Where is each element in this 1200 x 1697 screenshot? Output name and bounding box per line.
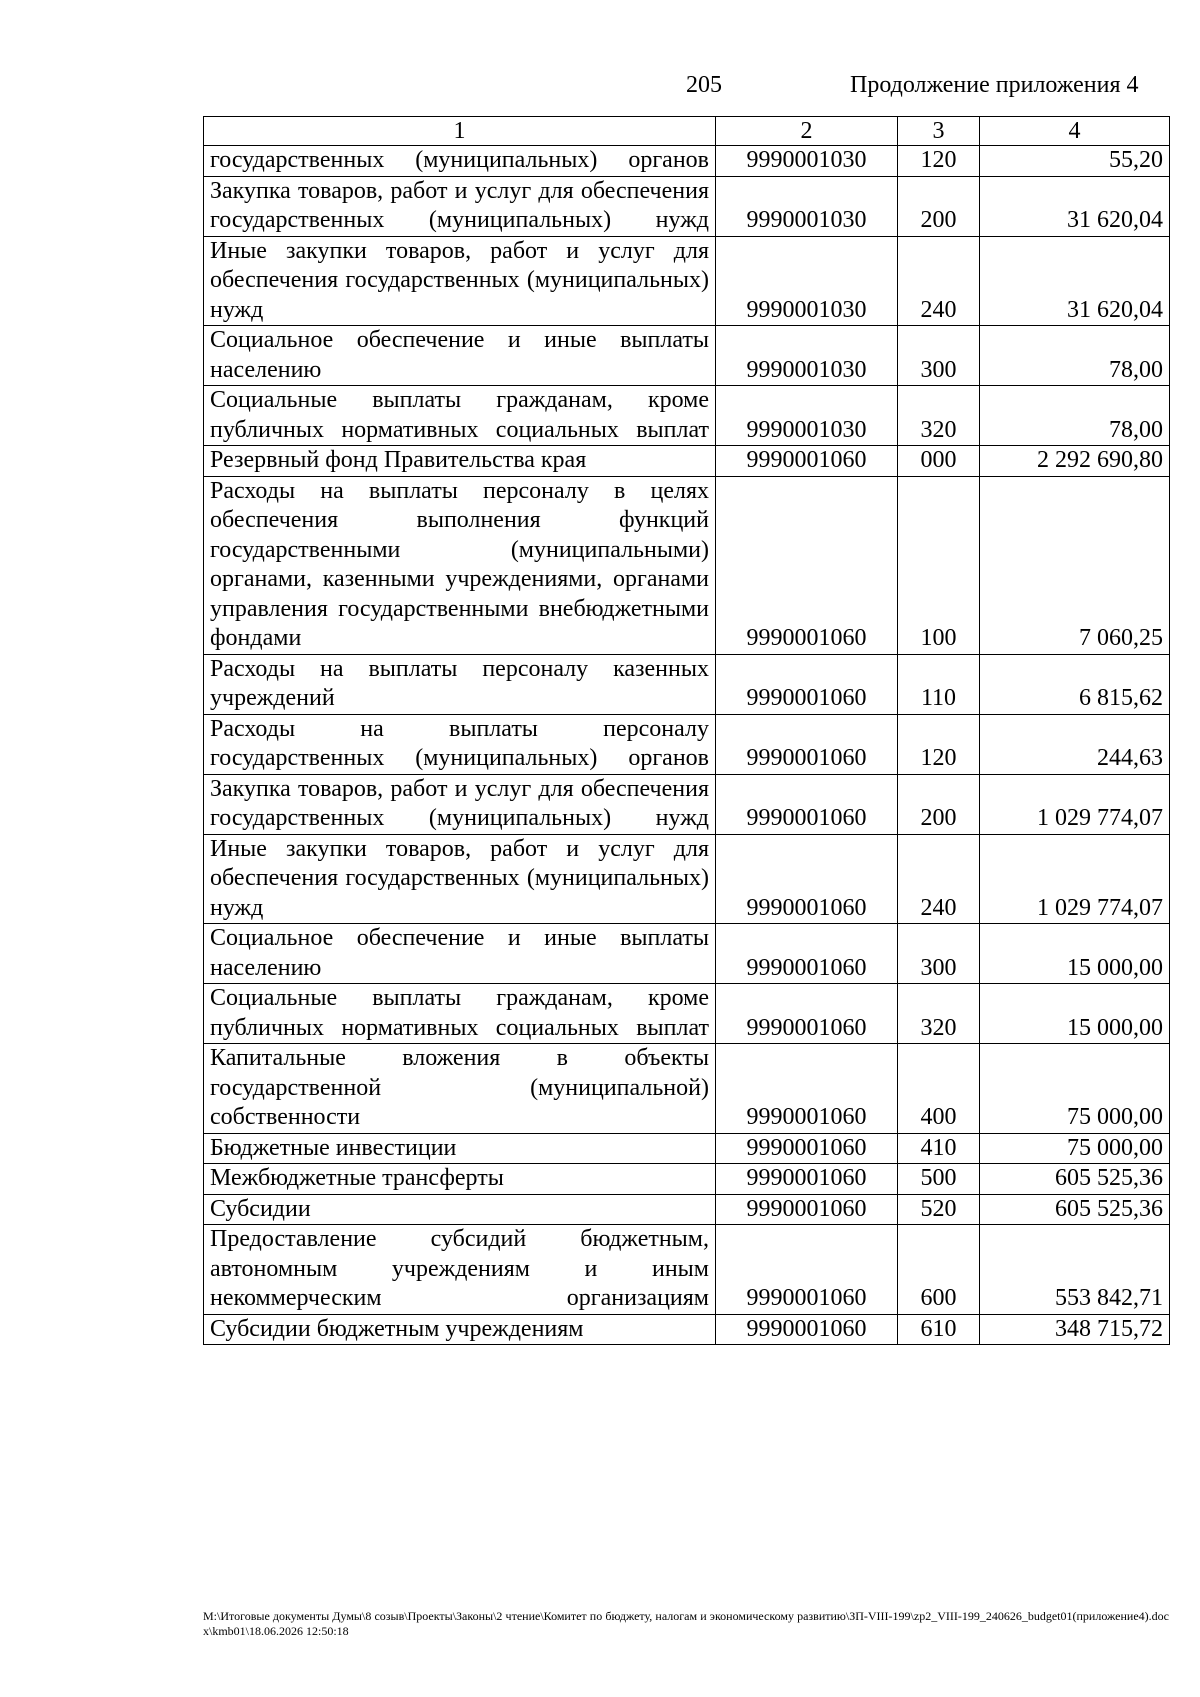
- table-row: [204, 476, 1170, 654]
- row-target-code: 9990001060: [716, 1314, 898, 1345]
- row-amount: 1 029 774,07: [980, 774, 1170, 834]
- row-expense-type: 110: [898, 654, 980, 714]
- row-amount: 2 292 690,80: [980, 446, 1170, 477]
- row-target-code: 9990001030: [716, 326, 898, 386]
- row-target-code: 9990001030: [716, 386, 898, 446]
- row-target-code: 9990001060: [716, 654, 898, 714]
- table-row: [204, 1194, 1170, 1225]
- row-target-code: 9990001060: [716, 774, 898, 834]
- table-row: [204, 834, 1170, 924]
- row-description: государственных (муниципальных) органов: [204, 146, 716, 177]
- table-row: [204, 236, 1170, 326]
- column-header: 3: [898, 117, 980, 146]
- table-row: [204, 1314, 1170, 1345]
- table-row: [204, 714, 1170, 774]
- row-description: Расходы на выплаты персоналу казенных учреждений: [204, 654, 716, 714]
- table-row: [204, 1133, 1170, 1164]
- row-expense-type: 500: [898, 1164, 980, 1195]
- row-amount: 7 060,25: [980, 476, 1170, 654]
- row-description: Расходы на выплаты персоналу государственных (муниципальных) органов: [204, 714, 716, 774]
- row-amount: 244,63: [980, 714, 1170, 774]
- table-header-row: [204, 117, 1170, 146]
- table-row: [204, 176, 1170, 236]
- row-expense-type: 120: [898, 146, 980, 177]
- row-target-code: 9990001060: [716, 834, 898, 924]
- row-expense-type: 200: [898, 176, 980, 236]
- page-number: 205: [686, 72, 722, 98]
- row-expense-type: 410: [898, 1133, 980, 1164]
- row-target-code: 9990001030: [716, 176, 898, 236]
- row-expense-type: 100: [898, 476, 980, 654]
- row-expense-type: 400: [898, 1044, 980, 1134]
- row-target-code: 9990001060: [716, 1133, 898, 1164]
- row-amount: 15 000,00: [980, 984, 1170, 1044]
- row-target-code: 9990001060: [716, 476, 898, 654]
- row-expense-type: 120: [898, 714, 980, 774]
- table-row: [204, 446, 1170, 477]
- row-expense-type: 610: [898, 1314, 980, 1345]
- column-header: 4: [980, 117, 1170, 146]
- row-description: Субсидии бюджетным учреждениям: [204, 1314, 716, 1345]
- table-row: [204, 146, 1170, 177]
- row-amount: 78,00: [980, 386, 1170, 446]
- row-amount: 31 620,04: [980, 176, 1170, 236]
- row-amount: 75 000,00: [980, 1044, 1170, 1134]
- row-amount: 15 000,00: [980, 924, 1170, 984]
- row-target-code: 9990001060: [716, 1194, 898, 1225]
- row-target-code: 9990001060: [716, 924, 898, 984]
- row-description: Закупка товаров, работ и услуг для обеспечения государственных (муниципальных) нужд: [204, 774, 716, 834]
- table-row: [204, 1225, 1170, 1315]
- row-expense-type: 300: [898, 326, 980, 386]
- row-description: Социальное обеспечение и иные выплаты населению: [204, 924, 716, 984]
- row-amount: 55,20: [980, 146, 1170, 177]
- column-header: 1: [204, 117, 716, 146]
- row-target-code: 9990001060: [716, 984, 898, 1044]
- row-amount: 553 842,71: [980, 1225, 1170, 1315]
- row-description: Иные закупки товаров, работ и услуг для обеспечения государственных (муниципальных) нужд: [204, 236, 716, 326]
- row-expense-type: 320: [898, 386, 980, 446]
- row-target-code: 9990001030: [716, 236, 898, 326]
- table-row: [204, 924, 1170, 984]
- row-amount: 348 715,72: [980, 1314, 1170, 1345]
- table-row: [204, 386, 1170, 446]
- row-expense-type: 320: [898, 984, 980, 1044]
- row-description: Предоставление субсидий бюджетным, автономным учреждениям и иным некоммерческим организациям: [204, 1225, 716, 1315]
- row-amount: 31 620,04: [980, 236, 1170, 326]
- row-amount: 78,00: [980, 326, 1170, 386]
- row-amount: 6 815,62: [980, 654, 1170, 714]
- row-description: Закупка товаров, работ и услуг для обеспечения государственных (муниципальных) нужд: [204, 176, 716, 236]
- row-target-code: 9990001060: [716, 1225, 898, 1315]
- row-target-code: 9990001060: [716, 446, 898, 477]
- row-amount: 605 525,36: [980, 1164, 1170, 1195]
- row-description: Социальные выплаты гражданам, кроме публичных нормативных социальных выплат: [204, 984, 716, 1044]
- column-header: 2: [716, 117, 898, 146]
- row-expense-type: 300: [898, 924, 980, 984]
- row-expense-type: 600: [898, 1225, 980, 1315]
- appendix-continuation-label: Продолжение приложения 4: [850, 72, 1139, 98]
- row-amount: 605 525,36: [980, 1194, 1170, 1225]
- row-expense-type: 520: [898, 1194, 980, 1225]
- row-expense-type: 240: [898, 834, 980, 924]
- row-description: Субсидии: [204, 1194, 716, 1225]
- row-target-code: 9990001060: [716, 1164, 898, 1195]
- row-expense-type: 000: [898, 446, 980, 477]
- table-body: [204, 146, 1170, 1345]
- row-description: Бюджетные инвестиции: [204, 1133, 716, 1164]
- budget-table: [203, 116, 1170, 1345]
- row-description: Капитальные вложения в объекты государственной (муниципальной) собственности: [204, 1044, 716, 1134]
- file-path-footer: М:\Итоговые документы Думы\8 созыв\Проекты\Законы\2 чтение\Комитет по бюджету, налогам и экономическому развитию\ЗП-VIII-199\zp2_VIII-199_240626_budget01(приложение4).docx\kmb01\18.06.2026 12:50:18: [203, 1609, 1169, 1638]
- row-amount: 1 029 774,07: [980, 834, 1170, 924]
- row-target-code: 9990001030: [716, 146, 898, 177]
- row-description: Социальные выплаты гражданам, кроме публичных нормативных социальных выплат: [204, 386, 716, 446]
- row-amount: 75 000,00: [980, 1133, 1170, 1164]
- row-target-code: 9990001060: [716, 714, 898, 774]
- table-row: [204, 984, 1170, 1044]
- row-target-code: 9990001060: [716, 1044, 898, 1134]
- row-description: Социальное обеспечение и иные выплаты населению: [204, 326, 716, 386]
- row-description: Межбюджетные трансферты: [204, 1164, 716, 1195]
- table-row: [204, 654, 1170, 714]
- row-description: Резервный фонд Правительства края: [204, 446, 716, 477]
- table-row: [204, 1044, 1170, 1134]
- table-row: [204, 1164, 1170, 1195]
- row-expense-type: 240: [898, 236, 980, 326]
- row-description: Расходы на выплаты персоналу в целях обеспечения выполнения функций государственными (муниципальными) органами, казенными учреждениями, органами управления государственными внебюджетными фондами: [204, 476, 716, 654]
- table-row: [204, 774, 1170, 834]
- table-row: [204, 326, 1170, 386]
- row-description: Иные закупки товаров, работ и услуг для обеспечения государственных (муниципальных) нужд: [204, 834, 716, 924]
- row-expense-type: 200: [898, 774, 980, 834]
